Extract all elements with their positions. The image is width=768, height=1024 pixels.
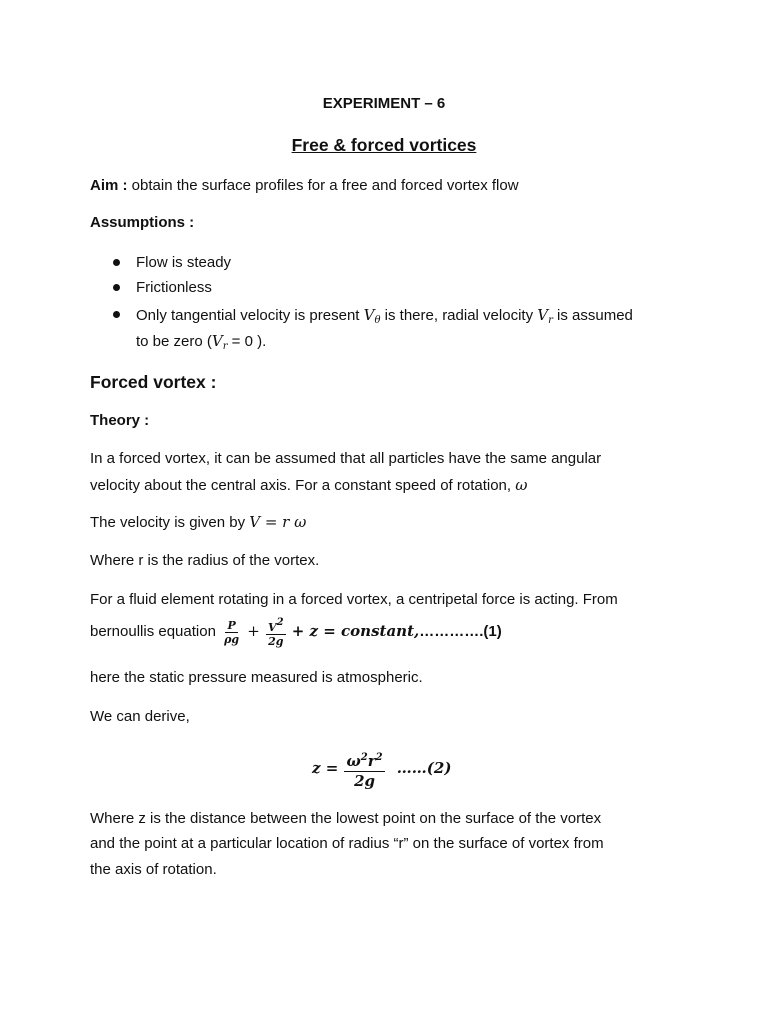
math-superscript: 2 <box>276 617 284 629</box>
aim-label: Aim : <box>90 177 128 194</box>
paragraph-line: In a forced vortex, it can be assumed that all particles have the same angular <box>90 450 602 467</box>
math-symbol: V <box>268 621 277 635</box>
fraction-numerator: P <box>227 618 236 632</box>
omega-symbol: ω <box>515 476 528 494</box>
fraction-denominator: ρg <box>224 632 240 646</box>
assumption-item-3-line2 <box>136 331 266 357</box>
assumptions-heading: Assumptions : <box>90 214 195 231</box>
fraction-denominator: 2g <box>268 635 284 649</box>
bullet-icon <box>113 311 120 318</box>
radius-line: Where r is the radius of the vortex. <box>90 552 320 569</box>
assumption-text: is assumed <box>552 307 633 324</box>
assumption-text: = 0 ). <box>227 333 267 350</box>
paragraph-line <box>90 475 527 496</box>
math-subscript: r <box>548 315 553 326</box>
assumption-item-3-line1 <box>136 305 633 331</box>
equation-number: ……(2) <box>396 759 452 777</box>
math-symbol: V <box>211 332 223 350</box>
math-symbol: V <box>537 306 549 324</box>
experiment-number: EXPERIMENT – 6 <box>322 95 446 112</box>
assumption-item-2: Frictionless <box>136 279 212 296</box>
fraction-numerator <box>344 748 384 772</box>
paragraph-line: For a fluid element rotating in a forced vortex, a centripetal force is acting. From <box>90 591 618 608</box>
static-pressure-line: here the static pressure measured is atmospheric. <box>90 669 423 686</box>
fraction-p-over-rhog <box>222 619 241 646</box>
aim-text: obtain the surface profiles for a free and forced vortex flow <box>131 177 519 194</box>
page-title: Free & forced vortices <box>291 135 477 155</box>
paragraph-line: and the point at a particular location of radius “r” on the surface of vortex from <box>90 835 604 852</box>
math-subscript: θ <box>374 315 381 326</box>
equation-lhs: z = <box>312 759 339 777</box>
math-superscript: 2 <box>360 751 368 763</box>
paragraph-text: bernoullis equation <box>90 623 221 640</box>
equation-number: ………….(1) <box>419 623 502 640</box>
assumption-text: is there, radial velocity <box>380 307 538 324</box>
derive-line: We can derive, <box>90 708 190 725</box>
bernoulli-line <box>90 612 502 651</box>
math-symbol: ω <box>346 751 361 770</box>
forced-vortex-heading: Forced vortex : <box>90 372 217 392</box>
velocity-equation: V = r ω <box>249 513 307 531</box>
paragraph-line: Where z is the distance between the lowest point on the surface of the vortex <box>90 810 602 827</box>
math-subscript: r <box>222 341 228 352</box>
assumption-text: to be zero ( <box>136 333 212 350</box>
fraction-omega2r2-over-2g <box>344 748 384 791</box>
equation-rest: + z = constant, <box>291 622 420 640</box>
fraction-numerator <box>266 616 286 635</box>
equation-2 <box>312 742 451 795</box>
plus-sign: + <box>247 622 260 640</box>
aim-line <box>90 176 519 196</box>
bullet-icon <box>113 284 120 291</box>
theory-heading: Theory : <box>90 412 150 429</box>
bullet-icon <box>113 259 120 266</box>
math-superscript: 2 <box>375 751 383 763</box>
paragraph-text: velocity about the central axis. For a constant speed of rotation, <box>90 477 516 494</box>
velocity-line <box>90 512 306 533</box>
math-symbol: V <box>363 306 375 324</box>
assumption-item-1: Flow is steady <box>136 254 232 271</box>
math-symbol: r <box>367 751 376 770</box>
paragraph-line: the axis of rotation. <box>90 861 217 878</box>
paragraph-text: The velocity is given by <box>90 514 250 531</box>
assumption-text: Only tangential velocity is present <box>136 307 364 324</box>
fraction-denominator: 2g <box>354 771 376 790</box>
fraction-v2-over-2g <box>266 616 286 648</box>
